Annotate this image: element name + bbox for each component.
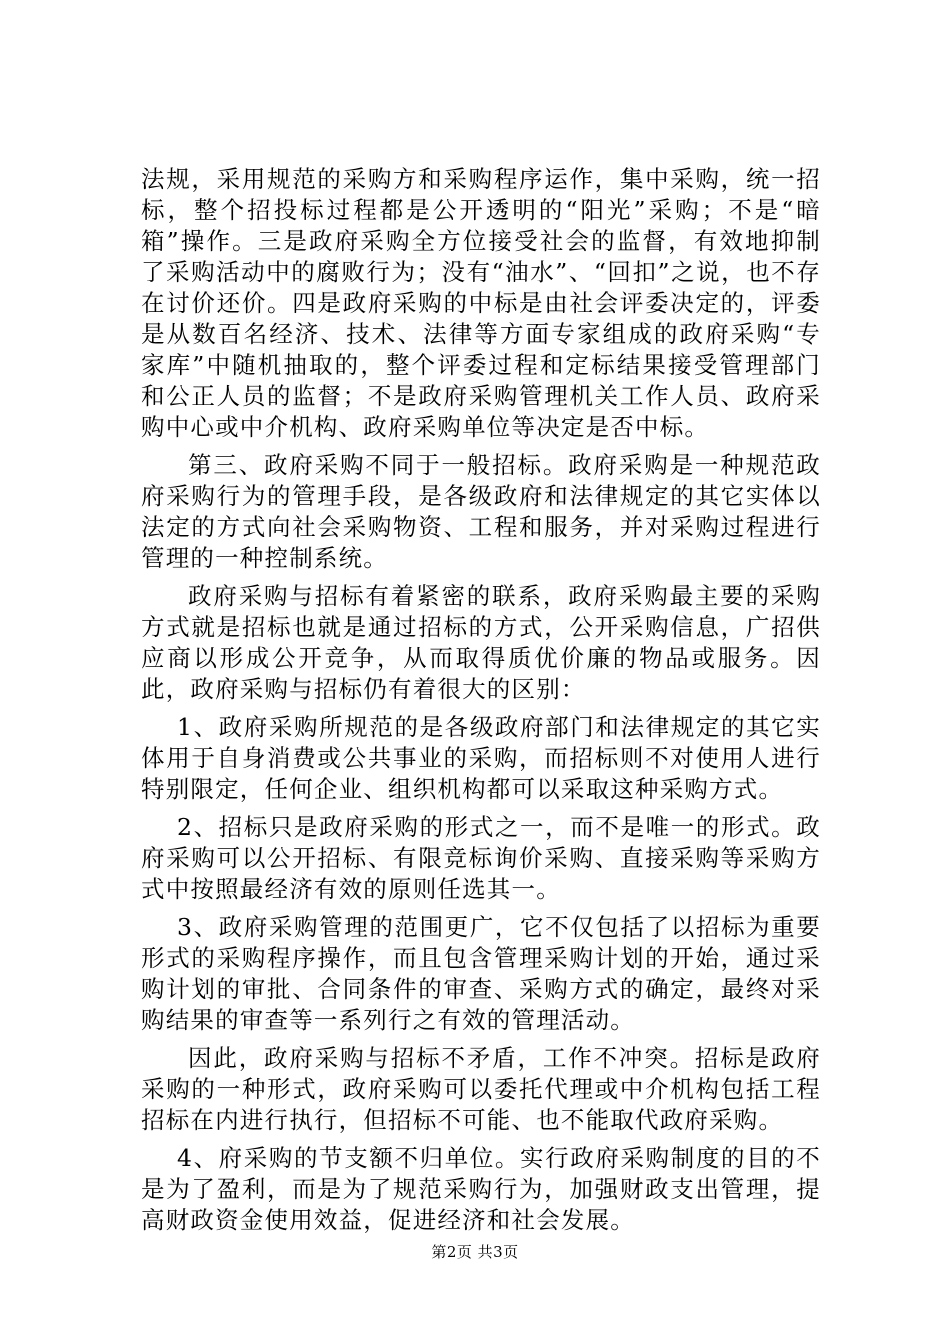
paragraph-point-2: 2、招标只是政府采购的形式之一，而不是唯一的形式。政府采购可以公开招标、有限竞标询价采购、直接采购等采购方式中按照最经济有效的原则任选其一。 (141, 813, 821, 903)
paragraph-conclusion: 因此，政府采购与招标不矛盾，工作不冲突。招标是政府采购的一种形式，政府采购可以委托代理或中介机构包括工程招标在内进行执行，但招标不可能、也不能取代政府采购。 (141, 1044, 821, 1134)
paragraph-point-3: 3、政府采购管理的范围更广，它不仅包括了以招标为重要形式的采购程序操作，而且包含管理采购计划的开始，通过采购计划的审批、合同条件的审查、采购方式的确定，最终对采购结果的审查等一系列行之有效的管理活动。 (141, 913, 821, 1034)
paragraph-procurement-relation: 政府采购与招标有着紧密的联系，政府采购最主要的采购方式就是招标也就是通过招标的方式，公开采购信息，广招供应商以形成公开竞争，从而取得质优价廉的物品或服务。因此，政府采购与招标仍有着很大的区别： (141, 582, 821, 703)
document-body (141, 164, 821, 1243)
page-number-footer: 第2页 共3页 (431, 1243, 519, 1261)
paragraph-point-4: 4、府采购的节支额不归单位。实行政府采购制度的目的不是为了盈利，而是为了规范采购行为，加强财政支出管理，提高财政资金使用效益，促进经济和社会发展。 (141, 1144, 821, 1234)
paragraph-point-1: 1、政府采购所规范的是各级政府部门和法律规定的其它实体用于自身消费或公共事业的采购，而招标则不对使用人进行特别限定，任何企业、组织机构都可以采取这种采购方式。 (141, 713, 821, 803)
paragraph-continuation: 法规，采用规范的采购方和采购程序运作，集中采购，统一招标，整个招投标过程都是公开透明的“阳光”采购；不是“暗箱”操作。三是政府采购全方位接受社会的监督，有效地抑制了采购活动中的腐败行为；没有“油水”、“回扣”之说，也不存在讨价还价。四是政府采购的中标是由社会评委决定的，评委是从数百名经济、技术、法律等方面专家组成的政府采购“专家库”中随机抽取的，整个评委过程和定标结果接受管理部门和公正人员的监督；不是政府采购管理机关工作人员、政府采购中心或中介机构、政府采购单位等决定是否中标。 (141, 165, 821, 441)
paragraph-section-three: 第三、政府采购不同于一般招标。政府采购是一种规范政府采购行为的管理手段，是各级政府和法律规定的其它实体以法定的方式向社会采购物资、工程和服务，并对采购过程进行管理的一种控制系统。 (141, 451, 821, 572)
